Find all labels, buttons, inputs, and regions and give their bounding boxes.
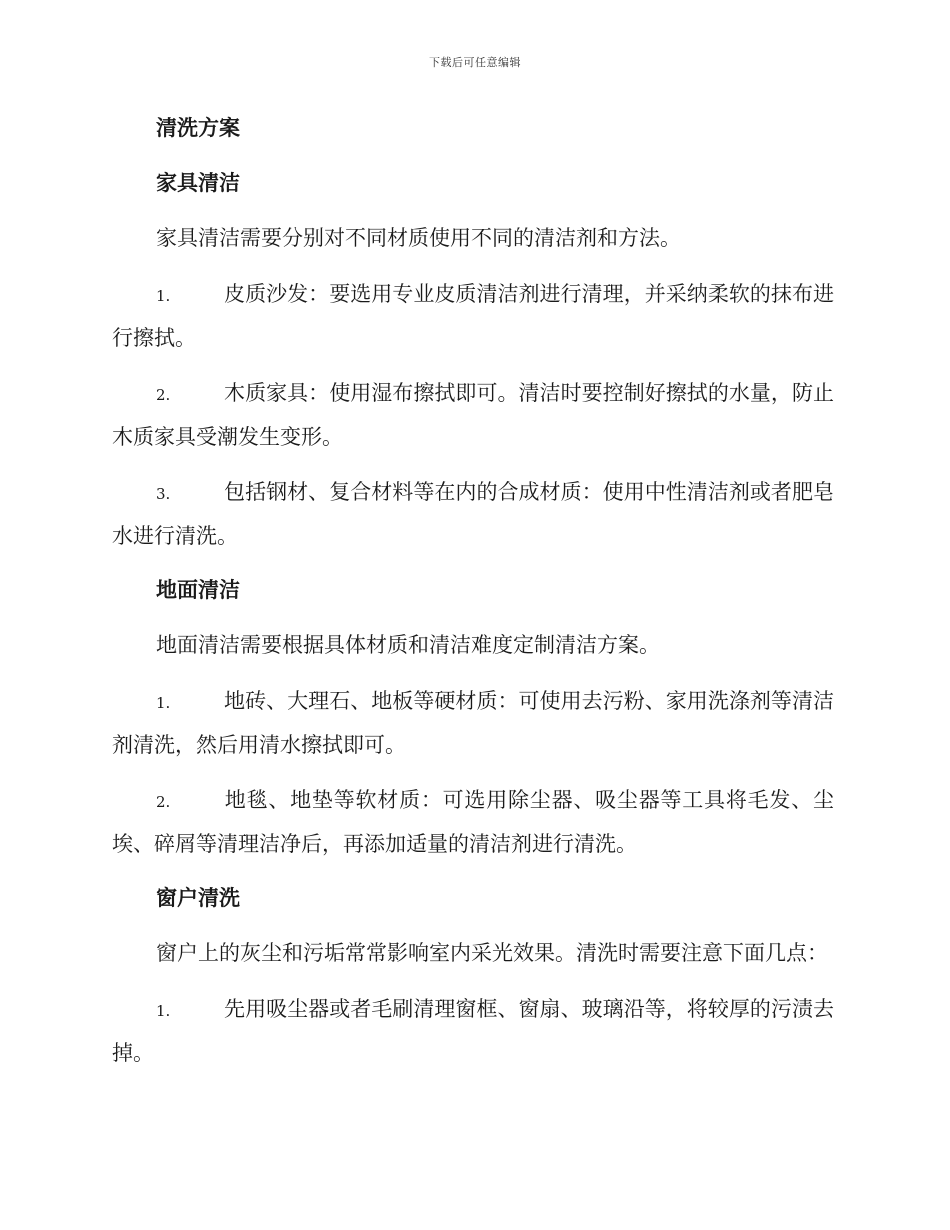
section-heading-furniture: 家具清洁 [156, 170, 240, 195]
list-item-text: 包括钢材、复合材料等在内的合成材质：使用中性清洁剂或者肥皂水进行清洗。 [112, 480, 834, 548]
list-item-number: 1. [156, 287, 171, 305]
list-item-number: 2. [156, 386, 171, 404]
list-item-text: 先用吸尘器或者毛刷清理窗框、窗扇、玻璃沿等，将较厚的污渍去掉。 [112, 997, 834, 1065]
list-item [112, 471, 834, 557]
document-body [112, 108, 834, 1087]
section-intro-furniture: 家具清洁需要分别对不同材质使用不同的清洁剂和方法。 [156, 226, 681, 250]
list-item-number: 3. [156, 485, 171, 503]
list-item [112, 372, 834, 458]
list-item-text: 地毯、地垫等软材质：可选用除尘器、吸尘器等工具将毛发、尘埃、碎屑等清理洁净后，再添加适量的清洁剂进行清洗。 [112, 788, 834, 856]
document-title: 清洗方案 [156, 115, 240, 140]
list-item [112, 273, 834, 359]
header-note: 下载后可任意编辑 [429, 56, 521, 69]
section-intro-window: 窗户上的灰尘和污垢常常影响室内采光效果。清洗时需要注意下面几点： [156, 941, 828, 965]
section-heading-floor: 地面清洁 [156, 577, 240, 602]
list-item-text: 皮质沙发：要选用专业皮质清洁剂进行清理，并采纳柔软的抹布进行擦拭。 [112, 282, 834, 350]
list-item-text: 地砖、大理石、地板等硬材质：可使用去污粉、家用洗涤剂等清洁剂清洗，然后用清水擦拭即可。 [112, 689, 834, 757]
list-item-number: 1. [156, 694, 171, 712]
list-item-number: 2. [156, 793, 171, 811]
list-item [112, 779, 834, 865]
list-item [112, 988, 834, 1074]
section-intro-floor: 地面清洁需要根据具体材质和清洁难度定制清洁方案。 [156, 633, 660, 657]
list-item-text: 木质家具：使用湿布擦拭即可。清洁时要控制好擦拭的水量，防止木质家具受潮发生变形。 [112, 381, 834, 449]
list-item-number: 1. [156, 1002, 171, 1020]
section-heading-window: 窗户清洗 [156, 885, 240, 910]
list-item [112, 680, 834, 766]
